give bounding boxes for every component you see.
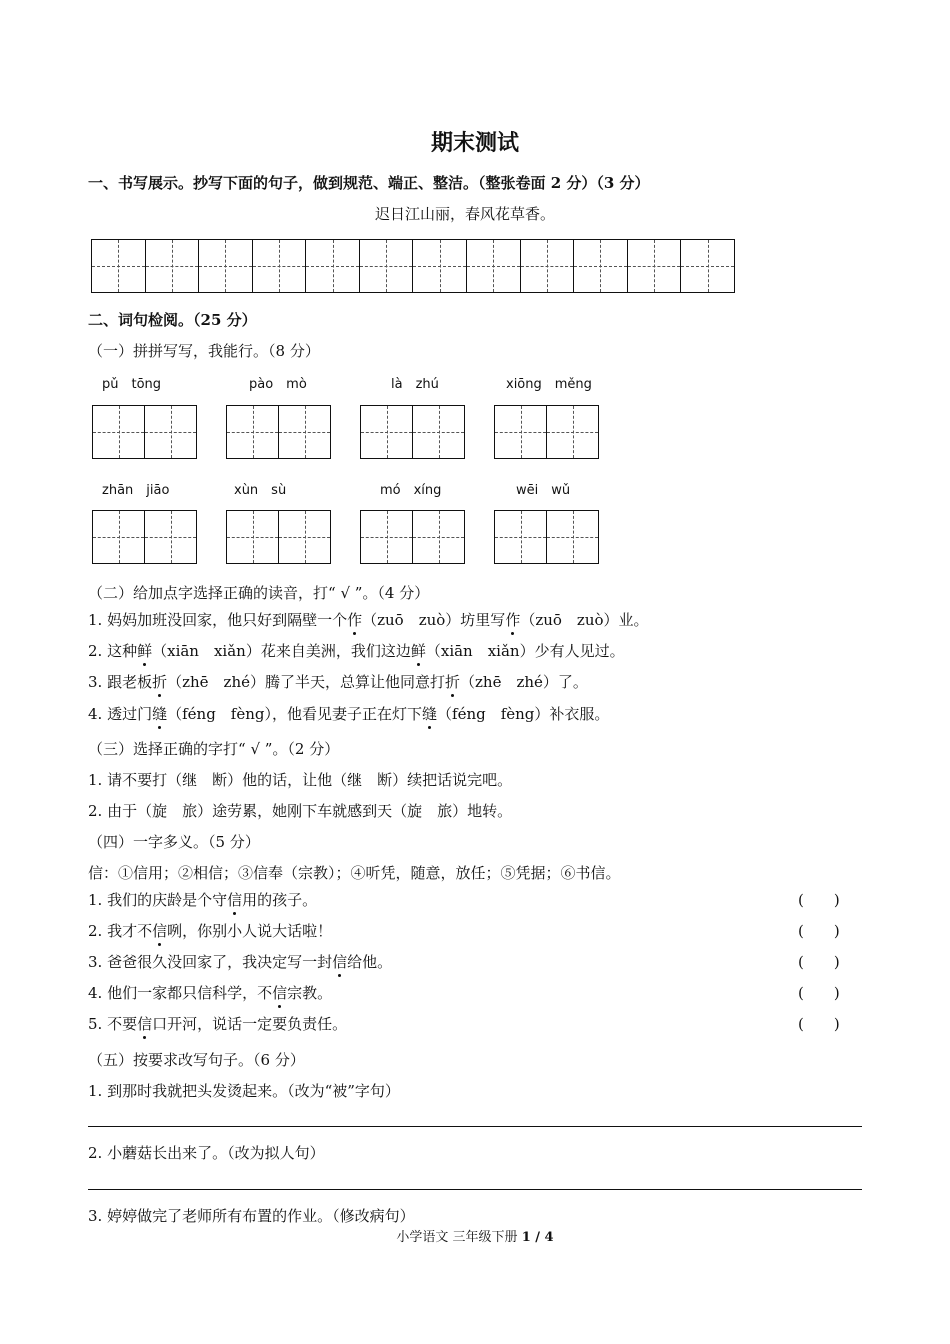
dotted-char: 信 bbox=[332, 953, 348, 971]
part4-heading: （四）一字多义。（5 分） bbox=[88, 833, 260, 851]
grid-cell[interactable] bbox=[146, 240, 200, 292]
answer-line[interactable] bbox=[88, 1126, 862, 1127]
pinyin-label: pào mò bbox=[249, 377, 307, 392]
question-item: 4. 透过门缝（féng fèng），他看见妻子正在灯下缝（féng fèng）补衣服。 bbox=[88, 705, 610, 723]
grid-cell[interactable] bbox=[92, 240, 146, 292]
grid-cell[interactable] bbox=[574, 240, 628, 292]
pinyin-label: zhān jiāo bbox=[102, 483, 170, 498]
grid-cell[interactable] bbox=[360, 240, 414, 292]
page-footer: 小学语文 三年级下册 1 / 4 bbox=[396, 1230, 554, 1245]
grid-cell[interactable] bbox=[199, 240, 253, 292]
dotted-char: 鲜 bbox=[410, 642, 426, 660]
grid-cell[interactable] bbox=[521, 240, 575, 292]
question-item: 3. 爸爸很久没回家了，我决定写一封信给他。 bbox=[88, 953, 393, 971]
dotted-char: 折 bbox=[445, 673, 461, 691]
answer-box[interactable] bbox=[226, 510, 331, 564]
dotted-char: 作 bbox=[347, 611, 363, 629]
meanings-list: 信：①信用；②相信；③信奉（宗教）；④听凭，随意，放任；⑤凭据；⑥书信。 bbox=[88, 864, 621, 882]
pinyin-label: xiōng měng bbox=[506, 377, 592, 392]
answer-paren[interactable]: ( ) bbox=[798, 1015, 840, 1033]
grid-cell[interactable] bbox=[467, 240, 521, 292]
answer-box[interactable] bbox=[226, 405, 331, 459]
question-item: 3. 跟老板折（zhē zhé）腾了半天，总算让他同意打折（zhē zhé）了。 bbox=[88, 673, 588, 691]
answer-line[interactable] bbox=[88, 1189, 862, 1190]
pinyin-label: wēi wǔ bbox=[516, 483, 571, 498]
pinyin-label: pǔ tōng bbox=[102, 377, 162, 392]
page-number: 1 / 4 bbox=[521, 1230, 554, 1245]
dotted-char: 鲜 bbox=[137, 642, 153, 660]
dotted-char: 信 bbox=[272, 984, 288, 1002]
question-item: 2. 由于（旋 旅）途劳累，她刚下车就感到天（旋 旅）地转。 bbox=[88, 802, 513, 820]
dotted-char: 信 bbox=[137, 1015, 153, 1033]
question-item: 2. 我才不信咧，你别小人说大话啦！ bbox=[88, 922, 333, 940]
question-item: 3. 婷婷做完了老师所有布置的作业。（修改病句） bbox=[88, 1207, 415, 1225]
dotted-char: 信 bbox=[227, 891, 243, 909]
answer-paren[interactable]: ( ) bbox=[798, 891, 840, 909]
dotted-char: 折 bbox=[152, 673, 168, 691]
pinyin-label: là zhú bbox=[391, 377, 439, 392]
part2-heading: （二）给加点字选择正确的读音，打“ √ ”。（4 分） bbox=[88, 584, 430, 602]
pinyin-label: xùn sù bbox=[234, 483, 287, 498]
pinyin-label: mó xíng bbox=[380, 483, 442, 498]
dotted-char: 缝 bbox=[152, 705, 168, 723]
copy-sentence: 迟日江山丽，春风花草香。 bbox=[375, 205, 556, 223]
question-item: 1. 到那时我就把头发烫起来。（改为“被”字句） bbox=[88, 1082, 400, 1100]
part3-heading: （三）选择正确的字打“ √ ”。（2 分） bbox=[88, 740, 340, 758]
page-title: 期末测试 bbox=[430, 130, 519, 156]
question-item: 1. 请不要打（继 断）他的话，让他（继 断）续把话说完吧。 bbox=[88, 771, 513, 789]
question-item: 1. 我们的庆龄是个守信用的孩子。 bbox=[88, 891, 318, 909]
dotted-char: 信 bbox=[152, 922, 168, 940]
grid-cell[interactable] bbox=[628, 240, 682, 292]
dotted-char: 缝 bbox=[422, 705, 438, 723]
section2-heading: 二、词句检阅。（25 分） bbox=[88, 311, 257, 329]
grid-cell[interactable] bbox=[253, 240, 307, 292]
question-item: 4. 他们一家都只信科学，不信宗教。 bbox=[88, 984, 333, 1002]
question-item: 2. 小蘑菇长出来了。（改为拟人句） bbox=[88, 1144, 325, 1162]
grid-cell[interactable] bbox=[413, 240, 467, 292]
answer-paren[interactable]: ( ) bbox=[798, 984, 840, 1002]
grid-cell[interactable] bbox=[306, 240, 360, 292]
answer-box[interactable] bbox=[494, 405, 599, 459]
question-item: 2. 这种鲜（xiān xiǎn）花来自美洲，我们这边鲜（xiān xiǎn）少有人见过。 bbox=[88, 642, 625, 660]
question-item: 1. 妈妈加班没回家，他只好到隔壁一个作（zuō zuò）坊里写作（zuō zuò）业。 bbox=[88, 611, 649, 629]
section1-heading: 一、书写展示。抄写下面的句子，做到规范、端正、整洁。（整张卷面 2 分）（3 分） bbox=[88, 174, 650, 192]
question-item: 5. 不要信口开河，说话一定要负责任。 bbox=[88, 1015, 348, 1033]
part1-heading: （一）拼拼写写，我能行。（8 分） bbox=[88, 342, 320, 360]
answer-box[interactable] bbox=[360, 405, 465, 459]
answer-paren[interactable]: ( ) bbox=[798, 953, 840, 971]
answer-box[interactable] bbox=[92, 405, 197, 459]
dotted-char: 作 bbox=[505, 611, 521, 629]
grid-cell[interactable] bbox=[681, 240, 734, 292]
writing-grid[interactable] bbox=[91, 239, 735, 293]
answer-box[interactable] bbox=[494, 510, 599, 564]
answer-box[interactable] bbox=[360, 510, 465, 564]
answer-paren[interactable]: ( ) bbox=[798, 922, 840, 940]
answer-box[interactable] bbox=[92, 510, 197, 564]
part5-heading: （五）按要求改写句子。（6 分） bbox=[88, 1051, 305, 1069]
